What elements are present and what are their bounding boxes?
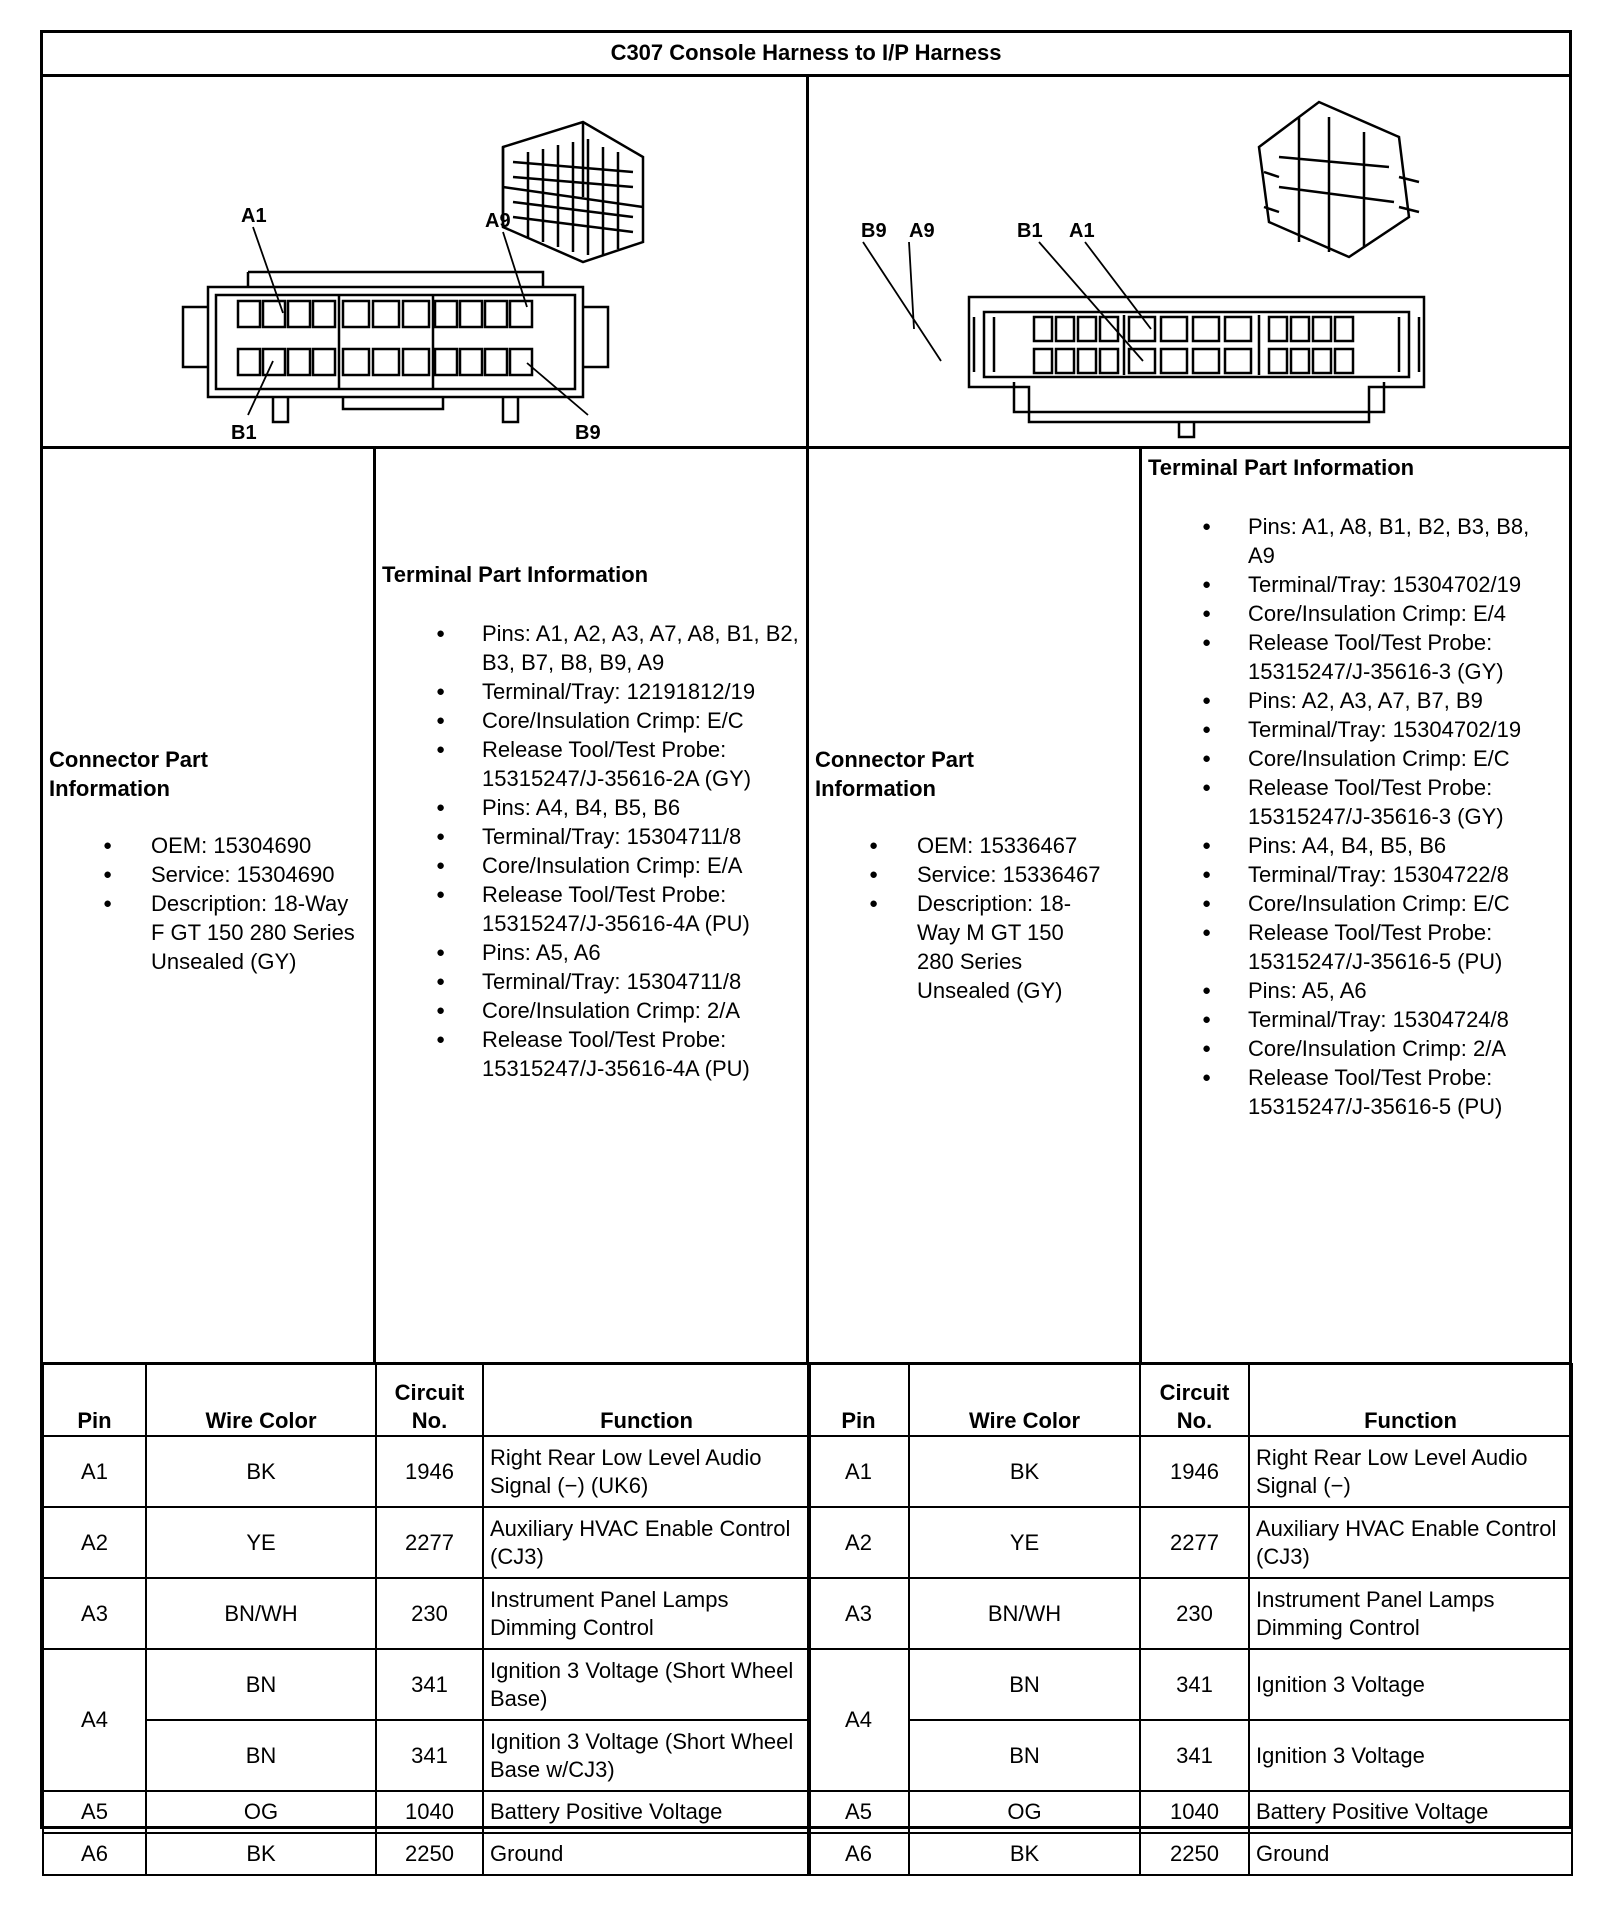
circuit-cell: 230 [376, 1578, 483, 1649]
function-cell: Auxiliary HVAC Enable Control (CJ3) [483, 1507, 810, 1578]
pin-cell: A5 [43, 1791, 146, 1833]
terminal-info-heading: Terminal Part Information [382, 562, 649, 587]
list-item: ● Pins: A5, A6 [382, 938, 800, 967]
wire-color-cell: BN [146, 1649, 376, 1720]
list-item: ● Core/Insulation Crimp: 2/A [1148, 1034, 1563, 1063]
label-b1: B1 [231, 422, 257, 444]
wire-color-cell: BN/WH [909, 1578, 1140, 1649]
function-cell: Ignition 3 Voltage [1249, 1649, 1572, 1720]
circuit-cell: 1040 [1140, 1791, 1249, 1833]
table-row [43, 1436, 810, 1507]
connector-info-list [49, 831, 367, 976]
connector-info-heading: Connector Part Information [815, 747, 974, 801]
center-divider [806, 77, 809, 1365]
table-row [808, 1507, 1572, 1578]
pin-cell: A6 [43, 1833, 146, 1875]
list-item: ● Service: 15336467 [815, 860, 1133, 889]
table-row [43, 1791, 810, 1833]
male-connector-drawing [809, 77, 1569, 446]
pin-cell: A2 [808, 1507, 909, 1578]
header-pin: Pin [808, 1364, 909, 1436]
function-cell: Ignition 3 Voltage (Short Wheel Base w/CJ3) [483, 1720, 810, 1791]
function-cell: Ground [1249, 1833, 1572, 1875]
right-terminal-info [1142, 449, 1569, 1365]
connector-sheet [40, 30, 1572, 1866]
left-info-divider [373, 449, 376, 1365]
function-cell: Ground [483, 1833, 810, 1875]
pin-cell: A1 [43, 1436, 146, 1507]
list-item: ● Core/Insulation Crimp: E/C [382, 706, 800, 735]
left-connector-diagram [43, 77, 806, 449]
pin-cell: A4 [808, 1649, 909, 1791]
pin-cell: A3 [43, 1578, 146, 1649]
left-terminal-info [376, 449, 806, 1365]
list-item: ● Terminal/Tray: 15304724/8 [1148, 1005, 1563, 1034]
header-function: Function [1249, 1364, 1572, 1436]
list-item: ● Core/Insulation Crimp: E/A [382, 851, 800, 880]
table-row [808, 1833, 1572, 1875]
circuit-cell: 341 [1140, 1720, 1249, 1791]
list-item: ● Core/Insulation Crimp: 2/A [382, 996, 800, 1025]
label-a9: A9 [485, 210, 511, 232]
table-row [808, 1436, 1572, 1507]
wire-color-cell: BN [909, 1649, 1140, 1720]
list-item: ● Release Tool/Test Probe: 15315247/J-35616-4A (PU) [382, 880, 800, 938]
circuit-cell: 2277 [376, 1507, 483, 1578]
function-cell: Battery Positive Voltage [483, 1791, 810, 1833]
left-connector-info [43, 449, 373, 1365]
connector-info-heading: Connector Part Information [49, 747, 208, 801]
circuit-cell: 341 [1140, 1649, 1249, 1720]
page-title: C307 Console Harness to I/P Harness [43, 33, 1569, 77]
table-row [43, 1720, 810, 1791]
list-item: ● Release Tool/Test Probe: 15315247/J-35616-2A (GY) [382, 735, 800, 793]
function-cell: Auxiliary HVAC Enable Control (CJ3) [1249, 1507, 1572, 1578]
list-item: ● Terminal/Tray: 15304711/8 [382, 822, 800, 851]
label-a1: A1 [1069, 220, 1095, 242]
function-cell: Instrument Panel Lamps Dimming Control [483, 1578, 810, 1649]
female-connector-drawing [43, 77, 806, 446]
list-item: ● Release Tool/Test Probe: 15315247/J-35616-3 (GY) [1148, 628, 1563, 686]
function-cell: Battery Positive Voltage [1249, 1791, 1572, 1833]
table-row [808, 1720, 1572, 1791]
pin-cell: A1 [808, 1436, 909, 1507]
list-item: ● OEM: 15336467 [815, 831, 1133, 860]
list-item: ● Core/Insulation Crimp: E/C [1148, 889, 1563, 918]
terminal-group [382, 793, 800, 938]
function-cell: Right Rear Low Level Audio Signal (−) [1249, 1436, 1572, 1507]
right-connector-diagram [809, 77, 1569, 449]
table-row [43, 1833, 810, 1875]
label-a1: A1 [241, 205, 267, 227]
pin-cell: A4 [43, 1649, 146, 1791]
wire-color-cell: BN [146, 1720, 376, 1791]
wire-color-cell: BK [146, 1436, 376, 1507]
label-b1: B1 [1017, 220, 1043, 242]
function-cell: Instrument Panel Lamps Dimming Control [1249, 1578, 1572, 1649]
function-cell: Ignition 3 Voltage (Short Wheel Base) [483, 1649, 810, 1720]
circuit-cell: 341 [376, 1720, 483, 1791]
header-pin: Pin [43, 1364, 146, 1436]
list-item: ● Pins: A4, B4, B5, B6 [1148, 831, 1563, 860]
list-item: ● Terminal/Tray: 15304702/19 [1148, 570, 1563, 599]
pin-cell: A6 [808, 1833, 909, 1875]
list-item: ● Core/Insulation Crimp: E/4 [1148, 599, 1563, 628]
header-wire-color: Wire Color [909, 1364, 1140, 1436]
list-item: ● Terminal/Tray: 15304722/8 [1148, 860, 1563, 889]
table-row [808, 1791, 1572, 1833]
list-item: ● Description: 18-Way F GT 150 280 Series Unsealed (GY) [49, 889, 367, 976]
circuit-cell: 1946 [376, 1436, 483, 1507]
header-circuit: Circuit No. [376, 1364, 483, 1436]
list-item: ● Release Tool/Test Probe: 15315247/J-35616-5 (PU) [1148, 1063, 1563, 1121]
wire-color-cell: BN/WH [146, 1578, 376, 1649]
wire-color-cell: YE [909, 1507, 1140, 1578]
pin-cell: A2 [43, 1507, 146, 1578]
list-item: ● Pins: A2, A3, A7, B7, B9 [1148, 686, 1563, 715]
circuit-cell: 1040 [376, 1791, 483, 1833]
list-item: ● Pins: A5, A6 [1148, 976, 1563, 1005]
list-item: ● Description: 18-Way M GT 150 280 Series Unsealed (GY) [815, 889, 1133, 1005]
list-item: ● OEM: 15304690 [49, 831, 367, 860]
list-item: ● Pins: A1, A8, B1, B2, B3, B8, A9 [1148, 512, 1563, 570]
pin-cell: A3 [808, 1578, 909, 1649]
header-function: Function [483, 1364, 810, 1436]
terminal-group [1148, 512, 1563, 686]
terminal-group [1148, 686, 1563, 831]
list-item: ● Release Tool/Test Probe: 15315247/J-35616-3 (GY) [1148, 773, 1563, 831]
terminal-info-heading: Terminal Part Information [1148, 455, 1415, 480]
wire-color-cell: BN [909, 1720, 1140, 1791]
list-item: ● Terminal/Tray: 15304702/19 [1148, 715, 1563, 744]
label-a9: A9 [909, 220, 935, 242]
table-row [43, 1507, 810, 1578]
circuit-cell: 230 [1140, 1578, 1249, 1649]
terminal-group [1148, 831, 1563, 976]
right-pin-table [807, 1363, 1573, 1876]
list-item: ● Core/Insulation Crimp: E/C [1148, 744, 1563, 773]
circuit-cell: 1946 [1140, 1436, 1249, 1507]
list-item: ● Release Tool/Test Probe: 15315247/J-35616-4A (PU) [382, 1025, 800, 1083]
table-row [808, 1578, 1572, 1649]
list-item: ● Pins: A1, A2, A3, A7, A8, B1, B2, B3, B7, B8, B9, A9 [382, 619, 800, 677]
header-wire-color: Wire Color [146, 1364, 376, 1436]
list-item: ● Terminal/Tray: 12191812/19 [382, 677, 800, 706]
terminal-group [382, 619, 800, 793]
wire-color-cell: OG [146, 1791, 376, 1833]
header-circuit: Circuit No. [1140, 1364, 1249, 1436]
right-connector-info [809, 449, 1139, 1365]
function-cell: Right Rear Low Level Audio Signal (−) (UK6) [483, 1436, 810, 1507]
left-pin-table [42, 1363, 811, 1876]
label-b9: B9 [575, 422, 601, 444]
list-item: ● Service: 15304690 [49, 860, 367, 889]
table-row [43, 1649, 810, 1720]
table-row [808, 1649, 1572, 1720]
connector-info-list [815, 831, 1133, 1005]
circuit-cell: 2250 [376, 1833, 483, 1875]
wire-color-cell: BK [909, 1833, 1140, 1875]
wire-color-cell: BK [146, 1833, 376, 1875]
list-item: ● Terminal/Tray: 15304711/8 [382, 967, 800, 996]
circuit-cell: 2250 [1140, 1833, 1249, 1875]
right-info-divider [1139, 449, 1142, 1365]
terminal-group [382, 938, 800, 1083]
wire-color-cell: OG [909, 1791, 1140, 1833]
pin-cell: A5 [808, 1791, 909, 1833]
terminal-group [1148, 976, 1563, 1121]
list-item: ● Release Tool/Test Probe: 15315247/J-35616-5 (PU) [1148, 918, 1563, 976]
wire-color-cell: BK [909, 1436, 1140, 1507]
wire-color-cell: YE [146, 1507, 376, 1578]
list-item: ● Pins: A4, B4, B5, B6 [382, 793, 800, 822]
table-row [43, 1578, 810, 1649]
circuit-cell: 2277 [1140, 1507, 1249, 1578]
circuit-cell: 341 [376, 1649, 483, 1720]
function-cell: Ignition 3 Voltage [1249, 1720, 1572, 1791]
label-b9: B9 [861, 220, 887, 242]
